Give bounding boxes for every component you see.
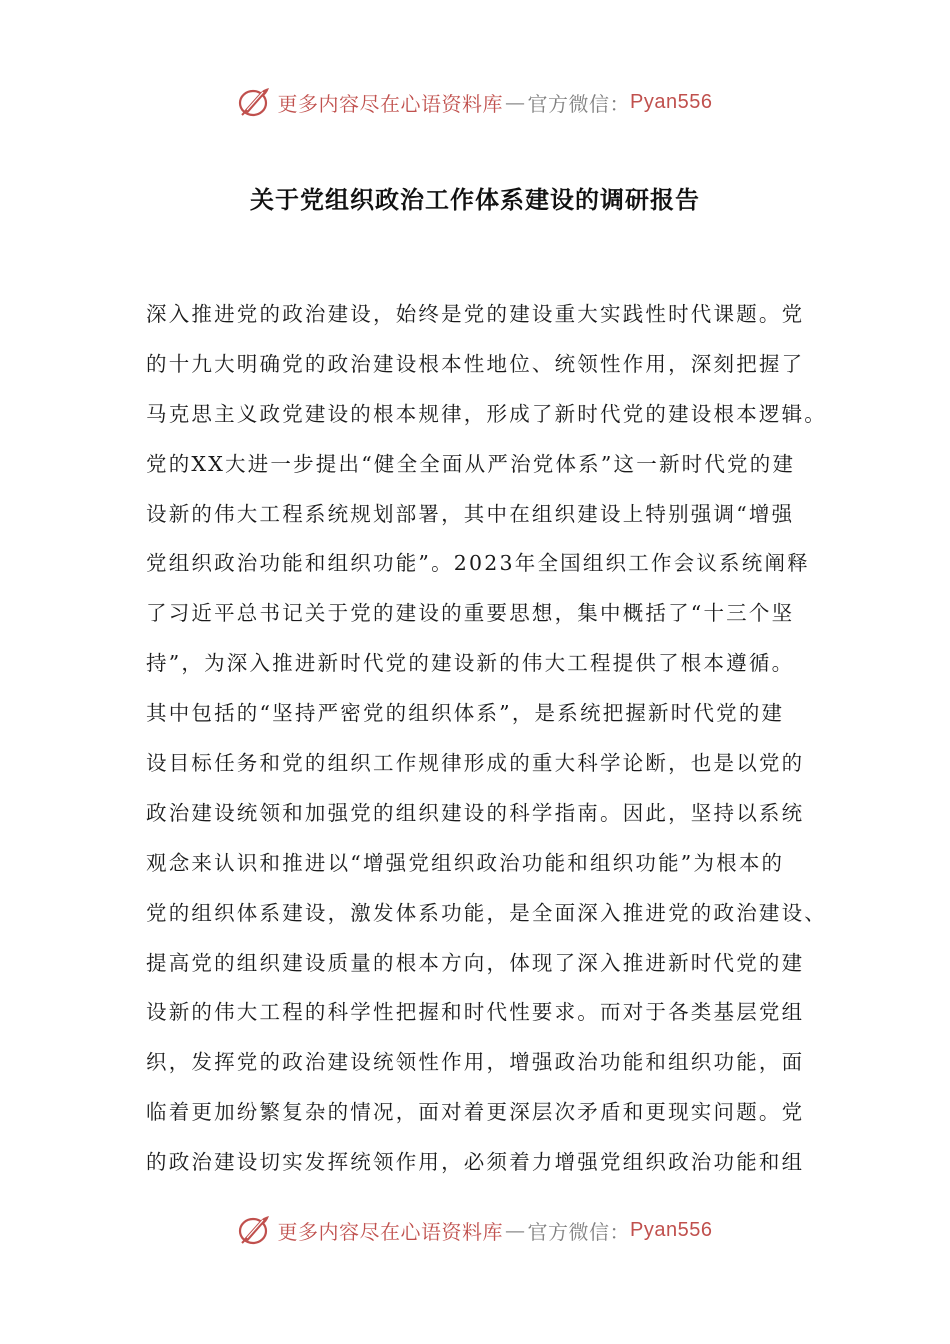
header-dash: — [505, 90, 526, 114]
footer-banner-text [278, 1216, 713, 1245]
document-title: 关于党组织政治工作体系建设的调研报告 [250, 186, 700, 214]
body-line: 的政治建设切实发挥统领作用，必须着力增强党组织政治功能和组 [146, 1150, 805, 1175]
footer-wechat-id: Pyan556 [630, 1218, 713, 1241]
quill-pen-logo-icon [238, 85, 272, 119]
header-wechat-id: Pyan556 [630, 90, 713, 113]
document-body [146, 292, 836, 1190]
body-line: 党的XX大进一步提出“健全全面从严治党体系”这一新时代党的建 [146, 451, 796, 476]
footer-brand-text: 更多内容尽在心语资料库 [277, 1219, 504, 1244]
body-line: 临着更加纷繁复杂的情况，面对着更深层次矛盾和更现实问题。党 [146, 1100, 805, 1125]
footer-banner [0, 1208, 950, 1252]
body-line: 设目标任务和党的组织工作规律形成的重大科学论断，也是以党的 [146, 751, 805, 776]
body-line: 设新的伟大工程的科学性把握和时代性要求。而对于各类基层党组 [146, 1000, 805, 1025]
body-line: 党组织政治功能和组织功能”。2023年全国组织工作会议系统阐释 [146, 551, 810, 576]
body-line: 了习近平总书记关于党的建设的重要思想，集中概括了“十三个坚 [146, 601, 795, 626]
footer-wechat-label: 官方微信： [527, 1219, 631, 1244]
body-line: 持”，为深入推进新时代党的建设新的伟大工程提供了根本遵循。 [146, 651, 795, 676]
footer-dash: — [505, 1218, 526, 1242]
body-line: 其中包括的“坚持严密党的组织体系”，是系统把握新时代党的建 [146, 701, 785, 726]
header-banner-text [278, 88, 713, 117]
body-line: 设新的伟大工程系统规划部署，其中在组织建设上特别强调“增强 [146, 501, 795, 526]
header-banner [0, 80, 950, 124]
body-line: 织，发挥党的政治建设统领性作用，增强政治功能和组织功能，面 [146, 1050, 805, 1075]
body-line: 政治建设统领和加强党的组织建设的科学指南。因此，坚持以系统 [146, 800, 805, 825]
header-wechat-label: 官方微信： [527, 91, 631, 116]
quill-pen-logo-icon [238, 1213, 272, 1247]
body-line: 提高党的组织建设质量的根本方向，体现了深入推进新时代党的建 [146, 950, 805, 975]
body-line: 深入推进党的政治建设，始终是党的建设重大实践性时代课题。党 [146, 302, 805, 326]
body-line: 党的组织体系建设，激发体系功能，是全面深入推进党的政治建设、 [146, 900, 827, 925]
body-line: 的十九大明确党的政治建设根本性地位、统领性作用，深刻把握了 [146, 351, 805, 376]
body-line: 马克思主义政党建设的根本规律，形成了新时代党的建设根本逻辑。 [146, 401, 827, 426]
header-brand-text: 更多内容尽在心语资料库 [277, 91, 504, 116]
body-line: 观念来认识和推进以“增强党组织政治功能和组织功能”为根本的 [146, 850, 785, 875]
